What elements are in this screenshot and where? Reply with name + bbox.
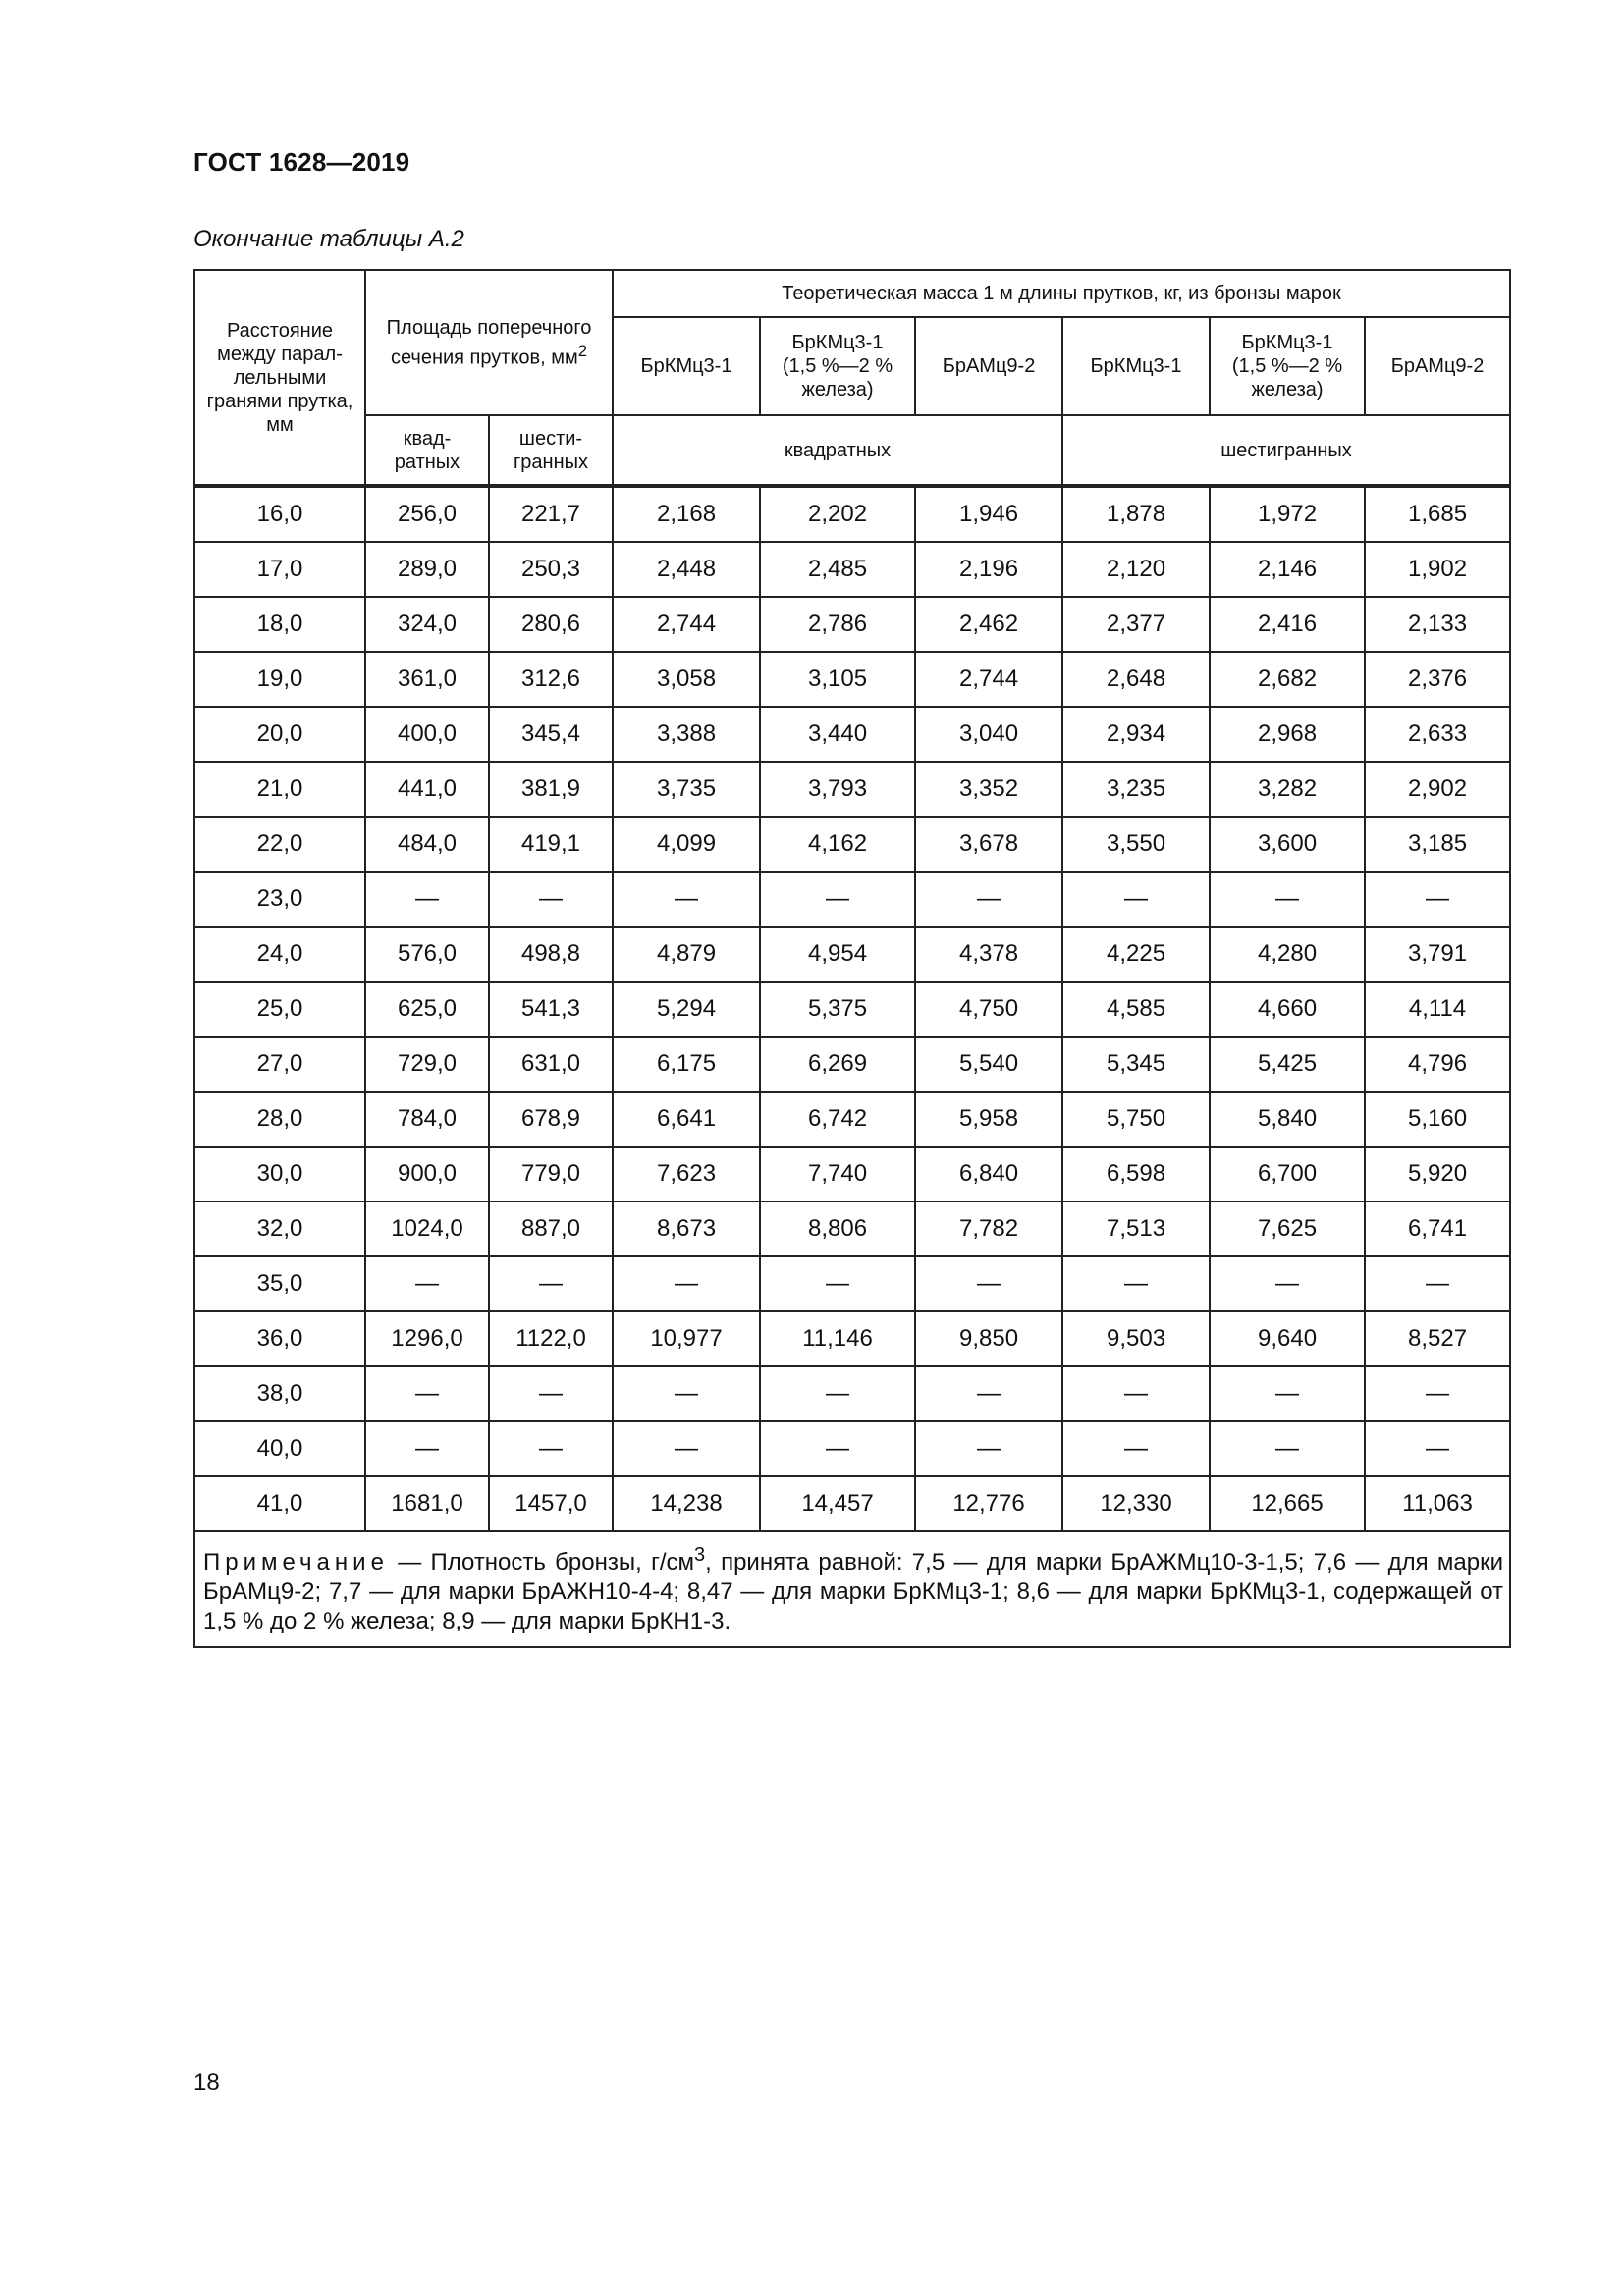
table-cell: 280,6 <box>489 597 613 652</box>
table-cell: 3,600 <box>1210 817 1365 872</box>
table-caption: Окончание таблицы А.2 <box>193 226 464 252</box>
table-row <box>194 1366 1510 1421</box>
table-cell: 2,902 <box>1365 762 1510 817</box>
table-row <box>194 927 1510 982</box>
table-cell: 2,968 <box>1210 707 1365 762</box>
table-cell: — <box>365 872 489 927</box>
table-cell: 3,791 <box>1365 927 1510 982</box>
table-cell: 12,665 <box>1210 1476 1365 1531</box>
table-cell: 1,878 <box>1062 486 1210 542</box>
table-cell: 1296,0 <box>365 1311 489 1366</box>
table-cell: 5,425 <box>1210 1037 1365 1092</box>
table-cell: 3,185 <box>1365 817 1510 872</box>
header-area <box>365 270 613 415</box>
table-cell: 2,168 <box>613 486 760 542</box>
table-cell: 3,735 <box>613 762 760 817</box>
header-area-sup: 2 <box>577 341 588 360</box>
note-text-1: — Плотность бронзы, г/см <box>388 1549 694 1575</box>
table-cell: 17,0 <box>194 542 365 597</box>
table-cell: — <box>1210 1421 1365 1476</box>
table-row <box>194 1421 1510 1476</box>
table-cell: 2,682 <box>1210 652 1365 707</box>
table-cell: 27,0 <box>194 1037 365 1092</box>
table-row <box>194 652 1510 707</box>
table-cell: 3,058 <box>613 652 760 707</box>
table-cell: — <box>1365 1366 1510 1421</box>
table-cell: — <box>760 872 915 927</box>
table-cell: 3,352 <box>915 762 1062 817</box>
table-cell: 3,678 <box>915 817 1062 872</box>
header-area-text: Площадь поперечного сечения прутков, мм <box>386 316 592 369</box>
table-cell: 35,0 <box>194 1256 365 1311</box>
table-cell: 576,0 <box>365 927 489 982</box>
table-cell: 4,114 <box>1365 982 1510 1037</box>
table-cell: 3,388 <box>613 707 760 762</box>
table-cell: 784,0 <box>365 1092 489 1147</box>
table-cell: 900,0 <box>365 1147 489 1201</box>
table-cell: 631,0 <box>489 1037 613 1092</box>
table-cell: 4,750 <box>915 982 1062 1037</box>
table-cell: 9,850 <box>915 1311 1062 1366</box>
table-row <box>194 762 1510 817</box>
table-cell: 887,0 <box>489 1201 613 1256</box>
table-cell: — <box>760 1421 915 1476</box>
table-cell: 3,793 <box>760 762 915 817</box>
table-cell: — <box>1210 1256 1365 1311</box>
table-cell: 6,700 <box>1210 1147 1365 1201</box>
table-cell: 21,0 <box>194 762 365 817</box>
table-cell: 5,958 <box>915 1092 1062 1147</box>
table-cell: 11,146 <box>760 1311 915 1366</box>
table-cell: 36,0 <box>194 1311 365 1366</box>
table-cell: 10,977 <box>613 1311 760 1366</box>
table-cell: 541,3 <box>489 982 613 1037</box>
table-cell: — <box>760 1256 915 1311</box>
standard-code: ГОСТ 1628—2019 <box>193 147 410 177</box>
table-cell: 381,9 <box>489 762 613 817</box>
table-cell: — <box>489 1256 613 1311</box>
table-cell: 625,0 <box>365 982 489 1037</box>
table-cell: 2,416 <box>1210 597 1365 652</box>
table-cell: 2,633 <box>1365 707 1510 762</box>
table-cell: 22,0 <box>194 817 365 872</box>
table-cell: 345,4 <box>489 707 613 762</box>
table-cell: 24,0 <box>194 927 365 982</box>
header-mass: Теоретическая масса 1 м длины прутков, кг, из бронзы марок <box>613 270 1510 317</box>
table-cell: 4,162 <box>760 817 915 872</box>
table-cell: — <box>365 1256 489 1311</box>
table-cell: 16,0 <box>194 486 365 542</box>
table-row <box>194 1201 1510 1256</box>
table-cell: 729,0 <box>365 1037 489 1092</box>
table-cell: 2,202 <box>760 486 915 542</box>
table-cell: 6,598 <box>1062 1147 1210 1201</box>
table-cell: 400,0 <box>365 707 489 762</box>
table-cell: 312,6 <box>489 652 613 707</box>
table-cell: 484,0 <box>365 817 489 872</box>
table-cell: 5,294 <box>613 982 760 1037</box>
table-cell: 441,0 <box>365 762 489 817</box>
table-cell: 2,744 <box>915 652 1062 707</box>
table-cell: 5,840 <box>1210 1092 1365 1147</box>
table-cell: 6,741 <box>1365 1201 1510 1256</box>
table-cell: — <box>489 1421 613 1476</box>
table-cell: 4,585 <box>1062 982 1210 1037</box>
table-cell: 4,879 <box>613 927 760 982</box>
table-cell: 7,625 <box>1210 1201 1365 1256</box>
table-cell: — <box>1365 1421 1510 1476</box>
table-cell: — <box>613 1256 760 1311</box>
table-cell: 221,7 <box>489 486 613 542</box>
table-cell: 4,660 <box>1210 982 1365 1037</box>
table-cell: 7,782 <box>915 1201 1062 1256</box>
table-row <box>194 1256 1510 1311</box>
table-cell: 2,485 <box>760 542 915 597</box>
table-cell: 4,280 <box>1210 927 1365 982</box>
header-group-square: квадратных <box>613 415 1062 486</box>
note-text-2: , принята равной: 7,5 — для марки БрАЖМц10-3-1,5; 7,6 — для марки БрАМц9-2; 7,7 — для марки БрАЖН10-4-4; 8,47 — для марки БрКМц3-1; 8,6 — для марки БрКМц3-1, содержащей от 1,5 % до 2 % железа; 8,9 — для марки БрКН1-3. <box>203 1549 1504 1634</box>
table-cell: 1,685 <box>1365 486 1510 542</box>
table-cell: 498,8 <box>489 927 613 982</box>
table-cell: 40,0 <box>194 1421 365 1476</box>
table-cell: 324,0 <box>365 597 489 652</box>
table-cell: 8,673 <box>613 1201 760 1256</box>
table-note <box>194 1531 1510 1647</box>
table-cell: 2,376 <box>1365 652 1510 707</box>
table-cell: 2,648 <box>1062 652 1210 707</box>
table-cell: 4,225 <box>1062 927 1210 982</box>
table-cell: 7,623 <box>613 1147 760 1201</box>
table-cell: 20,0 <box>194 707 365 762</box>
table-cell: 1681,0 <box>365 1476 489 1531</box>
table-cell: — <box>760 1366 915 1421</box>
table-cell: 7,740 <box>760 1147 915 1201</box>
table-row <box>194 872 1510 927</box>
table-cell: 5,375 <box>760 982 915 1037</box>
table-cell: 30,0 <box>194 1147 365 1201</box>
table-cell: — <box>1062 1366 1210 1421</box>
table-cell: 18,0 <box>194 597 365 652</box>
table-cell: 3,282 <box>1210 762 1365 817</box>
table-cell: — <box>915 1366 1062 1421</box>
table-row <box>194 1147 1510 1201</box>
table-cell: 8,806 <box>760 1201 915 1256</box>
header-distance-text: Расстояние между парал-лельными гранями прутка, мм <box>206 319 353 436</box>
table-cell: 14,238 <box>613 1476 760 1531</box>
table-body <box>194 486 1510 1531</box>
table-cell: 25,0 <box>194 982 365 1037</box>
table-cell: 2,377 <box>1062 597 1210 652</box>
table-cell: — <box>365 1421 489 1476</box>
table-cell: — <box>489 1366 613 1421</box>
table-cell: — <box>1062 1421 1210 1476</box>
header-grade: БрКМц3-1 (1,5 %—2 % железа) <box>760 317 915 415</box>
table-cell: 23,0 <box>194 872 365 927</box>
table-cell: 6,742 <box>760 1092 915 1147</box>
table-cell: 419,1 <box>489 817 613 872</box>
table-cell: 11,063 <box>1365 1476 1510 1531</box>
table-cell: 1024,0 <box>365 1201 489 1256</box>
table-cell: — <box>915 872 1062 927</box>
header-grade: БрКМц3-1 (1,5 %—2 % железа) <box>1210 317 1365 415</box>
table-row <box>194 597 1510 652</box>
header-area-square: квад-ратных <box>365 415 489 486</box>
table-cell: — <box>915 1421 1062 1476</box>
table-row <box>194 707 1510 762</box>
table-cell: 38,0 <box>194 1366 365 1421</box>
table-cell: 2,448 <box>613 542 760 597</box>
table-cell: 4,099 <box>613 817 760 872</box>
table-cell: 678,9 <box>489 1092 613 1147</box>
table-cell: 2,146 <box>1210 542 1365 597</box>
table-cell: — <box>1365 1256 1510 1311</box>
table-cell: 8,527 <box>1365 1311 1510 1366</box>
table-cell: 2,744 <box>613 597 760 652</box>
table-cell: 7,513 <box>1062 1201 1210 1256</box>
table-cell: 256,0 <box>365 486 489 542</box>
table-cell: 2,196 <box>915 542 1062 597</box>
table-cell: 6,641 <box>613 1092 760 1147</box>
table-cell: 3,550 <box>1062 817 1210 872</box>
table-cell: 9,640 <box>1210 1311 1365 1366</box>
table-cell: 28,0 <box>194 1092 365 1147</box>
table-cell: 4,378 <box>915 927 1062 982</box>
table-cell: 1,972 <box>1210 486 1365 542</box>
table-cell: 1,946 <box>915 486 1062 542</box>
table-cell: 4,954 <box>760 927 915 982</box>
table-cell: 1122,0 <box>489 1311 613 1366</box>
header-grade: БрКМц3-1 <box>613 317 760 415</box>
table-cell: 3,040 <box>915 707 1062 762</box>
header-distance <box>194 270 365 486</box>
table-cell: 2,133 <box>1365 597 1510 652</box>
table-cell: — <box>1062 872 1210 927</box>
table-cell: 9,503 <box>1062 1311 1210 1366</box>
table-row <box>194 1037 1510 1092</box>
table-cell: — <box>1210 1366 1365 1421</box>
header-grade: БрАМц9-2 <box>915 317 1062 415</box>
header-grade: БрАМц9-2 <box>1365 317 1510 415</box>
table-cell: 5,540 <box>915 1037 1062 1092</box>
table-cell: 6,269 <box>760 1037 915 1092</box>
table-cell: 5,160 <box>1365 1092 1510 1147</box>
table-cell: 32,0 <box>194 1201 365 1256</box>
table-cell: — <box>915 1256 1062 1311</box>
table-cell: 779,0 <box>489 1147 613 1201</box>
table-cell: 12,776 <box>915 1476 1062 1531</box>
table-cell: 1457,0 <box>489 1476 613 1531</box>
table-cell: 3,440 <box>760 707 915 762</box>
table-cell: 361,0 <box>365 652 489 707</box>
table-cell: 2,120 <box>1062 542 1210 597</box>
table-cell: — <box>613 872 760 927</box>
table-cell: 5,920 <box>1365 1147 1510 1201</box>
table-cell: 2,462 <box>915 597 1062 652</box>
header-group-hex: шестигранных <box>1062 415 1510 486</box>
table-cell: 250,3 <box>489 542 613 597</box>
table-cell: — <box>1062 1256 1210 1311</box>
table-cell: 5,345 <box>1062 1037 1210 1092</box>
table-cell: — <box>489 872 613 927</box>
data-table <box>193 269 1511 1648</box>
table-cell: 289,0 <box>365 542 489 597</box>
table-cell: — <box>1365 872 1510 927</box>
table-cell: 6,840 <box>915 1147 1062 1201</box>
table-cell: — <box>613 1366 760 1421</box>
table-cell: — <box>365 1366 489 1421</box>
table-cell: 3,105 <box>760 652 915 707</box>
table-cell: 19,0 <box>194 652 365 707</box>
header-grade: БрКМц3-1 <box>1062 317 1210 415</box>
table-cell: 41,0 <box>194 1476 365 1531</box>
table-cell: — <box>1210 872 1365 927</box>
table-row <box>194 1311 1510 1366</box>
table-cell: 3,235 <box>1062 762 1210 817</box>
table-row <box>194 982 1510 1037</box>
note-label: Примечание <box>203 1549 389 1575</box>
table-cell: 2,786 <box>760 597 915 652</box>
table-cell: 1,902 <box>1365 542 1510 597</box>
page-number: 18 <box>193 2069 220 2096</box>
table-row <box>194 486 1510 542</box>
table-cell: — <box>613 1421 760 1476</box>
table-row <box>194 817 1510 872</box>
table-cell: 12,330 <box>1062 1476 1210 1531</box>
table-cell: 4,796 <box>1365 1037 1510 1092</box>
table-cell: 5,750 <box>1062 1092 1210 1147</box>
table-cell: 6,175 <box>613 1037 760 1092</box>
table-row <box>194 1476 1510 1531</box>
table-row <box>194 1092 1510 1147</box>
table-cell: 2,934 <box>1062 707 1210 762</box>
note-sup: 3 <box>694 1544 706 1566</box>
table-cell: 14,457 <box>760 1476 915 1531</box>
table-row <box>194 542 1510 597</box>
header-area-hex: шести-гранных <box>489 415 613 486</box>
